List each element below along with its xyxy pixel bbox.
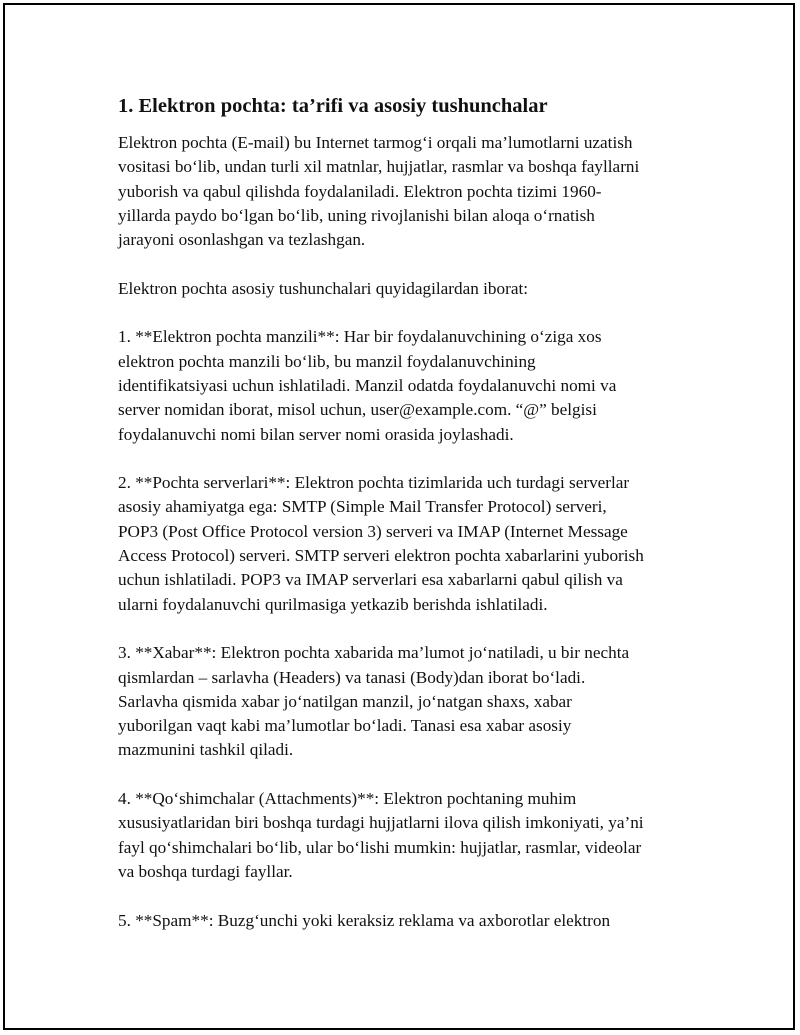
- text-line: 5. **Spam**: Buzg‘unchi yoki keraksiz reklama va axborotlar elektron: [118, 910, 611, 930]
- paragraph-gap: [118, 252, 698, 276]
- text-line: qismlardan – sarlavha (Headers) va tanasi (Body)dan iborat bo‘ladi.: [118, 667, 586, 687]
- paragraph-item-2: [118, 471, 698, 617]
- paragraph-gap: [118, 301, 698, 325]
- text-line: fayl qo‘shimchalari bo‘lib, ular bo‘lishi mumkin: hujjatlar, rasmlar, videolar: [118, 837, 642, 857]
- paragraph-intro: [118, 131, 698, 252]
- text-line: jarayoni osonlashgan va tezlashgan.: [118, 230, 366, 250]
- paragraph-item-5: [118, 909, 698, 933]
- section-heading: 1. Elektron pochta: ta’rifi va asosiy tushunchalar: [118, 95, 548, 117]
- paragraph-gap: [118, 884, 698, 908]
- paragraph-item-1: [118, 325, 698, 446]
- paragraph-item-3: [118, 641, 698, 762]
- text-line: 4. **Qo‘shimchalar (Attachments)**: Elektron pochtaning muhim: [118, 789, 577, 809]
- paragraph-gap: [118, 447, 698, 471]
- text-line: ularni foydalanuvchi qurilmasiga yetkazib berishda ishlatiladi.: [118, 594, 548, 614]
- text-line: 3. **Xabar**: Elektron pochta xabarida ma’lumot jo‘natiladi, u bir nechta: [118, 643, 630, 663]
- paragraph-concepts-intro: [118, 277, 698, 301]
- text-line: Sarlavha qismida xabar jo‘natilgan manzil, jo‘natgan shaxs, xabar: [118, 691, 572, 711]
- text-line: POP3 (Post Office Protocol version 3) serveri va IMAP (Internet Message: [118, 521, 628, 541]
- text-line: yillarda paydo bo‘lgan bo‘lib, uning rivojlanishi bilan aloqa o‘rnatish: [118, 205, 595, 225]
- paragraph-gap: [118, 617, 698, 641]
- text-line: va boshqa turdagi fayllar.: [118, 861, 293, 881]
- text-line: vositasi bo‘lib, undan turli xil matnlar, hujjatlar, rasmlar va boshqa fayllarni: [118, 157, 640, 177]
- text-line: identifikatsiyasi uchun ishlatiladi. Manzil odatda foydalanuvchi nomi va: [118, 375, 617, 395]
- text-line: asosiy ahamiyatga ega: SMTP (Simple Mail Transfer Protocol) serveri,: [118, 497, 607, 517]
- text-line: 2. **Pochta serverlari**: Elektron pochta tizimlarida uch turdagi serverlar: [118, 473, 630, 493]
- text-line: xususiyatlaridan biri boshqa turdagi hujjatlarni ilova qilish imkoniyati, ya’ni: [118, 813, 644, 833]
- text-line: yuborish va qabul qilishda foydalaniladi. Elektron pochta tizimi 1960-: [118, 181, 602, 201]
- text-line: Access Protocol) serveri. SMTP serveri elektron pochta xabarlarini yuborish: [118, 546, 644, 566]
- text-line: uchun ishlatiladi. POP3 va IMAP serverlari esa xabarlarni qabul qilish va: [118, 570, 623, 590]
- text-line: yuborilgan vaqt kabi ma’lumotlar bo‘ladi. Tanasi esa xabar asosiy: [118, 716, 572, 736]
- text-line: elektron pochta manzili bo‘lib, bu manzil foydalanuvchining: [118, 351, 536, 371]
- text-line: Elektron pochta asosiy tushunchalari quyidagilardan iborat:: [118, 278, 528, 298]
- text-line: 1. **Elektron pochta manzili**: Har bir foydalanuvchining o‘ziga xos: [118, 327, 602, 347]
- text-line: Elektron pochta (E-mail) bu Internet tarmog‘i orqali ma’lumotlarni uzatish: [118, 133, 633, 152]
- document-body: [118, 92, 698, 933]
- text-line: foydalanuvchi nomi bilan server nomi orasida joylashadi.: [118, 424, 514, 444]
- paragraph-gap: [118, 763, 698, 787]
- paragraph-item-4: [118, 787, 698, 884]
- text-line: server nomidan iborat, misol uchun, user@example.com. “@” belgisi: [118, 400, 597, 420]
- text-line: mazmunini tashkil qiladi.: [118, 740, 294, 760]
